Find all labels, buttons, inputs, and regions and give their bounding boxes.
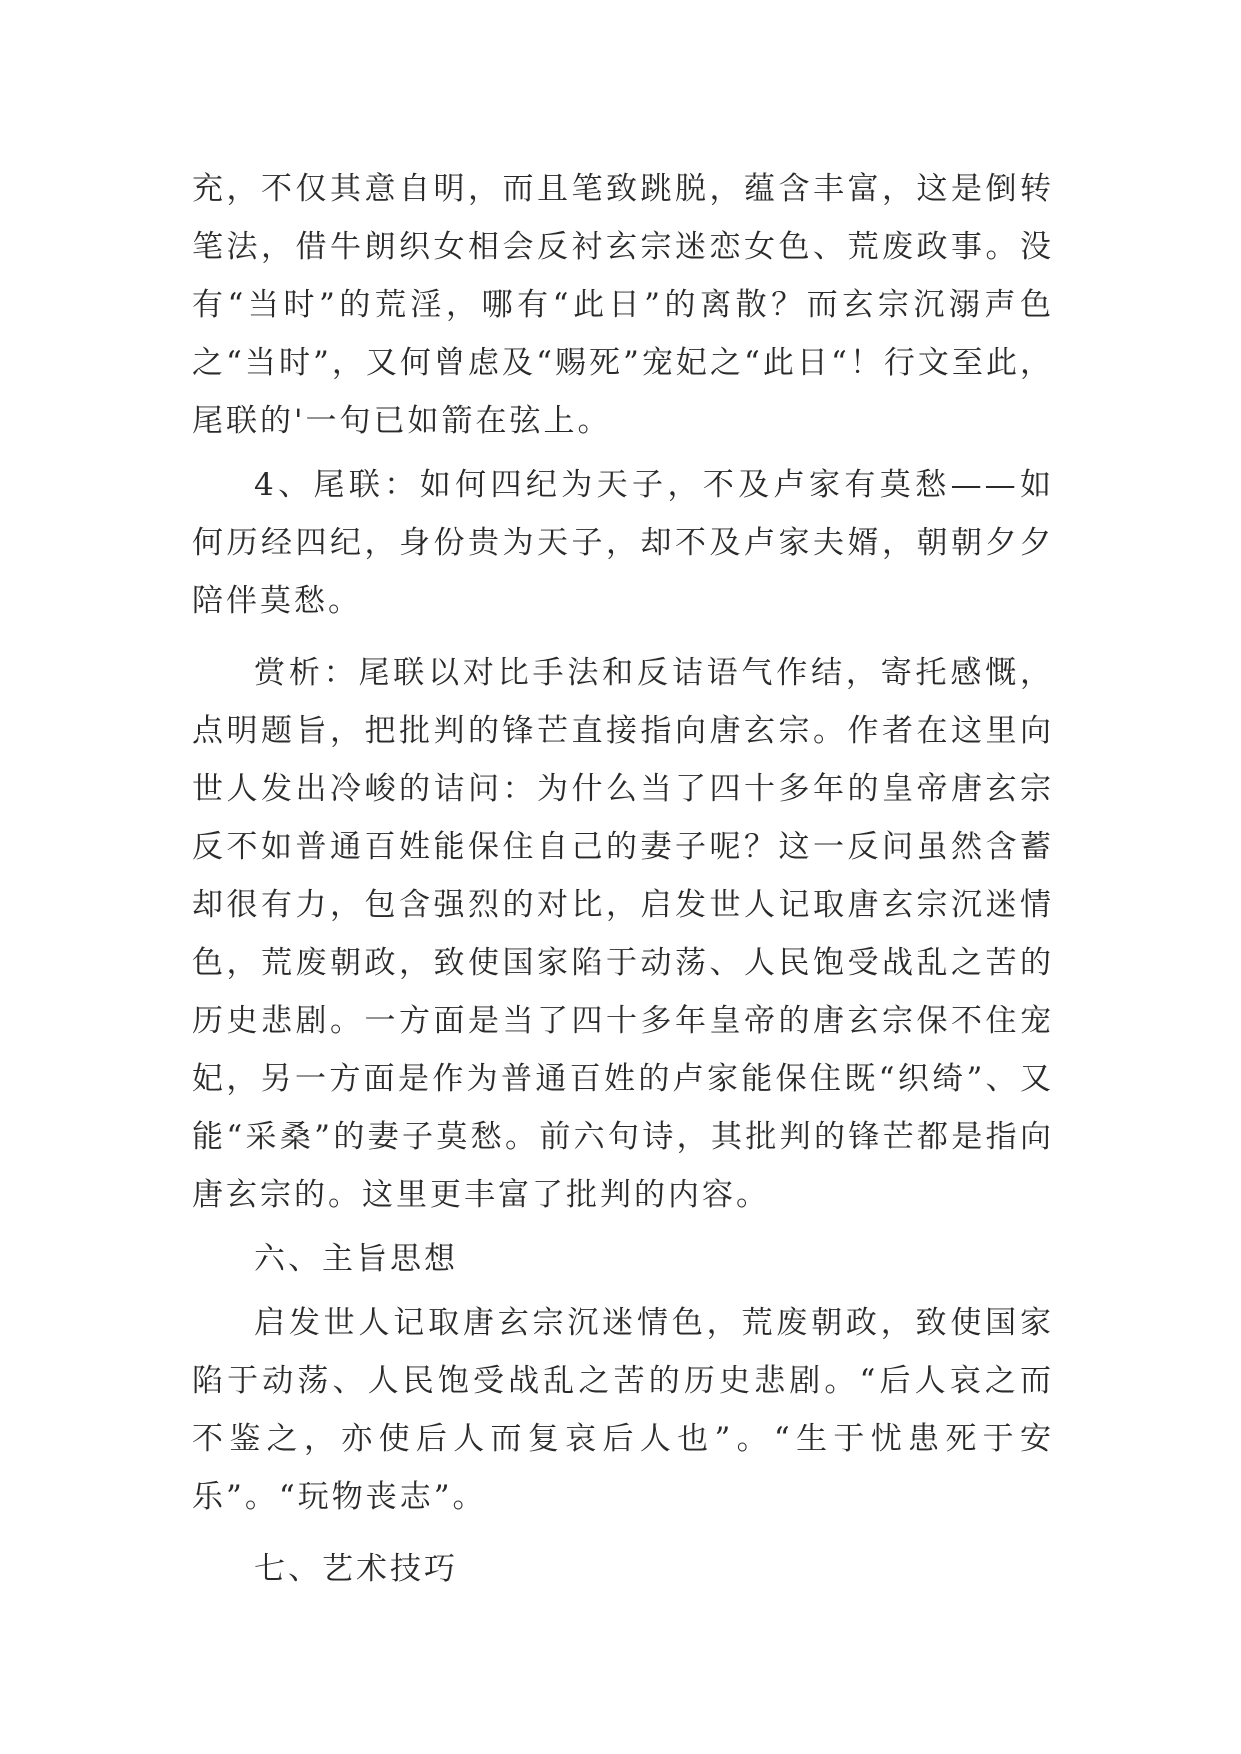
paragraph-tail-couplet: 4、尾联：如何四纪为天子，不及卢家有莫愁——如何历经四纪，身份贵为天子，却不及卢家夫婿，朝朝夕夕陪伴莫愁。 [192, 467, 1054, 619]
section-heading-theme: 六、主旨思想 [254, 1241, 458, 1277]
paragraph-appreciation: 赏析：尾联以对比手法和反诘语气作结，寄托感慨，点明题旨，把批判的锋芒直接指向唐玄宗。作者在这里向世人发出冷峻的诘问：为什么当了四十多年的皇帝唐玄宗反不如普通百姓能保住自己的妻子呢？这一反问虽然含蓄却很有力，包含强烈的对比，启发世人记取唐玄宗沉迷情色，荒废朝政，致使国家陷于动荡、人民饱受战乱之苦的历史悲剧。一方面是当了四十多年皇帝的唐玄宗保不住宠妃，另一方面是作为普通百姓的卢家能保住既“织绮”、又能“采桑”的妻子莫愁。前六句诗，其批判的锋芒都是指向唐玄宗的。这里更丰富了批判的内容。 [192, 655, 1054, 1213]
paragraph-continuation: 充，不仅其意自明，而且笔致跳脱，蕴含丰富，这是倒转笔法，借牛朗织女相会反衬玄宗迷恋女色、荒废政事。没有“当时”的荒淫，哪有“此日”的离散？而玄宗沉溺声色之“当时”，又何曾虑及“赐死”宠妃之“此日“！行文至此，尾联的'一句已如箭在弦上。 [192, 171, 1054, 439]
section-heading-artistic-techniques: 七、艺术技巧 [254, 1551, 458, 1587]
paragraph-theme: 启发世人记取唐玄宗沉迷情色，荒废朝政，致使国家陷于动荡、人民饱受战乱之苦的历史悲剧。“后人哀之而不鉴之，亦使后人而复哀后人也”。“生于忧患死于安乐”。“玩物丧志”。 [192, 1305, 1054, 1515]
document-body [192, 160, 1054, 1604]
